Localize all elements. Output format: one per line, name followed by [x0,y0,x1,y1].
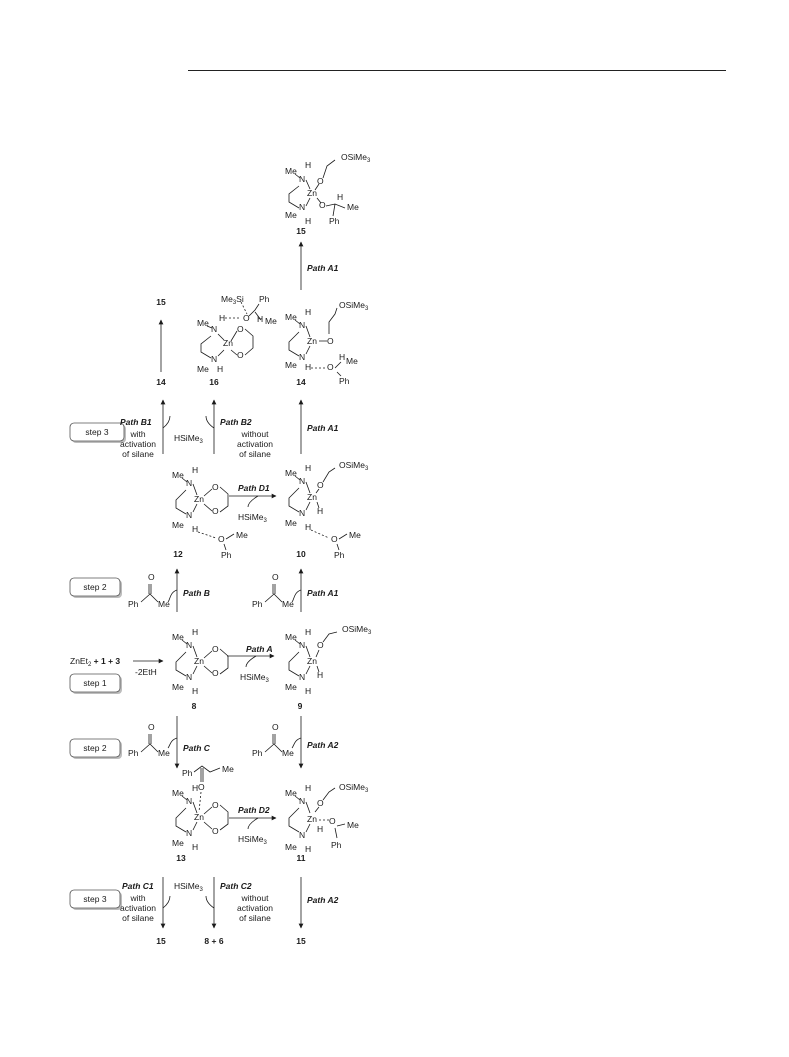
svg-text:Path A2: Path A2 [307,895,339,905]
svg-text:Zn: Zn [307,336,317,346]
svg-text:H: H [305,522,312,532]
svg-text:H: H [305,783,312,793]
svg-text:N: N [211,324,218,334]
svg-text:Me: Me [158,599,170,609]
svg-text:N: N [299,672,306,682]
svg-text:Me: Me [172,520,184,530]
svg-text:of silane: of silane [239,913,271,923]
svg-text:HSiMe3: HSiMe$_3$ [174,433,203,445]
svg-text:O: O [212,668,219,678]
complex-16 [197,294,277,374]
acetophenone-lower-left [128,722,170,758]
path-d1-arrow [229,483,276,524]
path-c2-arrow [163,877,273,946]
svg-text:Me: Me [285,518,297,528]
svg-text:O: O [243,313,250,323]
svg-text:Me: Me [349,530,361,540]
svg-text:N: N [299,320,306,330]
svg-text:of silane: of silane [122,449,154,459]
svg-text:of silane: of silane [122,913,154,923]
svg-text:N: N [299,508,306,518]
svg-text:Path C2: Path C2 [220,881,252,891]
complex-11 [285,782,369,854]
svg-text:Path A1: Path A1 [307,263,339,273]
path-a1-arrow-lower [252,569,339,612]
svg-text:Path D1: Path D1 [238,483,270,493]
label-15-bottom-left: 15 [156,936,166,946]
svg-text:Ph: Ph [252,599,263,609]
svg-text:Me: Me [282,599,294,609]
svg-text:Me: Me [285,468,297,478]
svg-text:activation: activation [237,903,273,913]
svg-text:H: H [305,216,312,226]
svg-text:Me: Me [285,312,297,322]
svg-text:H: H [219,313,226,323]
complex-14 [285,300,369,386]
svg-text:Me: Me [172,470,184,480]
svg-text:O: O [212,482,219,492]
svg-text:Zn: Zn [307,492,317,502]
svg-text:H: H [339,352,346,362]
svg-text:O: O [331,534,338,544]
step2-box-upper [70,578,122,598]
label-15-left: 15 [156,297,166,307]
acetophenone-lower-right [252,722,294,758]
svg-text:N: N [299,352,306,362]
svg-text:H: H [305,686,312,696]
svg-text:N: N [186,672,193,682]
svg-text:Me: Me [285,166,297,176]
svg-text:O: O [272,722,279,732]
svg-text:O: O [317,798,324,808]
step2-box-lower [70,739,122,759]
label-8-plus-6: 8 + 6 [204,936,224,946]
svg-text:H: H [192,842,199,852]
minus-ethane-label: -2EtH [135,667,157,677]
svg-text:N: N [186,510,193,520]
svg-text:Zn: Zn [194,494,204,504]
svg-text:without: without [241,893,269,903]
svg-text:Path A: Path A [246,644,273,654]
svg-text:Me: Me [172,788,184,798]
svg-text:O: O [317,176,324,186]
svg-text:H: H [257,314,264,324]
path-b-arrow [128,569,210,612]
svg-text:O: O [148,722,155,732]
svg-text:Zn: Zn [307,814,317,824]
svg-text:Path A1: Path A1 [307,423,339,433]
svg-text:Ph: Ph [221,550,232,560]
complex-10 [285,460,369,560]
svg-text:O: O [212,800,219,810]
label-14-left: 14 [156,377,166,387]
svg-text:H: H [305,160,312,170]
svg-text:Me: Me [346,356,358,366]
complex-8 [172,627,228,696]
svg-text:H: H [337,192,344,202]
svg-text:Path B: Path B [183,588,210,598]
complex-15 [285,152,371,226]
path-d2-arrow [229,805,276,846]
complex-13 [172,764,234,852]
svg-text:H: H [317,670,324,680]
svg-text:Zn: Zn [307,188,317,198]
svg-text:H: H [305,627,312,637]
path-a1-arrow-middle [301,400,339,454]
svg-text:activation: activation [120,439,156,449]
step1-box [70,674,122,694]
label-10: 10 [296,549,306,559]
path-a-arrow [227,644,274,684]
svg-text:O: O [317,480,324,490]
svg-text:N: N [186,478,193,488]
svg-text:O: O [218,534,225,544]
svg-text:OSiMe3: OSiMe$_3$ [339,300,369,312]
svg-text:Me: Me [285,842,297,852]
svg-text:with: with [130,429,146,439]
svg-text:N: N [299,476,306,486]
svg-text:H: H [305,463,312,473]
svg-text:Me: Me [285,360,297,370]
step3-label-top: step 3 [85,427,109,437]
svg-text:HSiMe3: HSiMe$_3$ [238,834,267,846]
svg-text:activation: activation [237,439,273,449]
svg-text:Zn: Zn [194,656,204,666]
svg-text:H: H [217,364,224,374]
svg-text:O: O [237,350,244,360]
svg-text:Me: Me [197,318,209,328]
svg-text:N: N [299,640,306,650]
svg-text:Zn: Zn [307,656,317,666]
step2-label-lower: step 2 [83,743,107,753]
zn-et2-label: ZnEt$_2$ + 1 + 3 [70,656,121,668]
svg-text:Path C1: Path C1 [122,881,154,891]
left-14-to-15 [156,297,166,387]
step3-box-bottom [70,890,122,910]
svg-text:Zn: Zn [194,812,204,822]
label-9: 9 [297,701,303,711]
svg-text:of silane: of silane [239,449,271,459]
svg-text:O: O [272,572,279,582]
svg-text:Path D2: Path D2 [238,805,270,815]
svg-text:Path B2: Path B2 [220,417,252,427]
svg-text:OSiMe3: OSiMe$_3$ [339,782,369,794]
svg-text:Ph: Ph [329,216,340,226]
acetophenone-upper-left [128,572,170,609]
svg-text:without: without [241,429,269,439]
svg-text:Me: Me [172,632,184,642]
svg-text:O: O [317,640,324,650]
svg-text:Zn: Zn [223,338,233,348]
path-c-arrow [128,716,211,768]
svg-text:Me: Me [347,820,359,830]
path-b2-arrow [163,400,273,459]
svg-text:Me: Me [285,632,297,642]
svg-text:O: O [212,826,219,836]
label-15-bottom-right: 15 [296,936,306,946]
step3-box-top [70,423,126,443]
svg-text:O: O [327,336,334,346]
svg-text:O: O [212,506,219,516]
path-c1-arrow [120,877,166,946]
svg-text:O: O [198,782,205,792]
svg-text:O: O [319,200,326,210]
svg-text:N: N [299,796,306,806]
complex-9 [285,624,372,696]
label-12: 12 [173,549,183,559]
svg-text:N: N [299,830,306,840]
svg-text:Path C: Path C [183,743,210,753]
svg-text:Ph: Ph [182,768,193,778]
svg-text:Me: Me [285,788,297,798]
svg-text:OSiMe3: OSiMe$_3$ [341,152,371,164]
svg-text:H: H [192,627,199,637]
svg-text:Me: Me [172,682,184,692]
svg-text:H: H [305,307,312,317]
svg-text:Me: Me [265,316,277,326]
hsime3-path-a: HSiMe$_3$ [240,672,269,684]
svg-text:Path A2: Path A2 [307,740,339,750]
svg-text:H: H [305,844,312,854]
svg-text:H: H [317,824,324,834]
svg-text:HSiMe3: HSiMe$_3$ [174,881,203,893]
svg-text:O: O [327,362,334,372]
svg-text:Ph: Ph [128,748,139,758]
svg-text:H: H [192,783,199,793]
svg-text:N: N [186,828,193,838]
svg-text:HSiMe3: HSiMe$_3$ [238,512,267,524]
label-11: 11 [296,853,306,863]
svg-text:H: H [305,362,312,372]
svg-text:Ph: Ph [259,294,270,304]
svg-text:O: O [329,816,336,826]
svg-text:N: N [299,202,306,212]
label-15-top: 15 [296,226,306,236]
path-a2-arrow-upper [252,716,339,768]
svg-text:N: N [186,796,193,806]
svg-text:Path A1: Path A1 [307,588,339,598]
svg-text:H: H [317,506,324,516]
label-13: 13 [176,853,186,863]
svg-text:O: O [237,324,244,334]
step1-label: step 1 [83,678,107,688]
svg-text:Ph: Ph [128,599,139,609]
svg-text:OSiMe3: OSiMe$_3$ [339,460,369,472]
svg-text:Me: Me [197,364,209,374]
svg-text:O: O [148,572,155,582]
label-8: 8 [191,701,197,711]
svg-text:with: with [130,893,146,903]
step2-label-upper: step 2 [83,582,107,592]
svg-text:Me: Me [236,530,248,540]
label-16: 16 [209,377,219,387]
svg-text:Ph: Ph [339,376,350,386]
svg-text:N: N [186,640,193,650]
svg-text:Me: Me [347,202,359,212]
path-a2-arrow-lower [296,877,338,946]
svg-text:OSiMe3: OSiMe$_3$ [342,624,372,636]
svg-text:N: N [211,354,218,364]
svg-text:Ph: Ph [331,840,342,850]
svg-text:Me: Me [158,748,170,758]
svg-text:Path B1: Path B1 [120,417,152,427]
svg-text:H: H [192,465,199,475]
svg-text:H: H [192,524,199,534]
svg-text:N: N [299,174,306,184]
complex-12 [172,465,248,560]
svg-text:Ph: Ph [252,748,263,758]
svg-text:Me3Si: $Me_3Si$ [221,294,244,306]
svg-text:Me: Me [285,210,297,220]
svg-text:Ph: Ph [334,550,345,560]
acetophenone-upper-right [252,572,294,609]
svg-text:Me: Me [222,764,234,774]
path-a1-arrow-top [301,242,339,290]
svg-text:Me: Me [282,748,294,758]
svg-text:activation: activation [120,903,156,913]
step3-label-bottom: step 3 [83,894,107,904]
svg-text:Me: Me [172,838,184,848]
svg-text:O: O [212,644,219,654]
path-b1-arrow [120,400,163,459]
label-14-right: 14 [296,377,306,387]
svg-text:H: H [192,686,199,696]
svg-text:Me: Me [285,682,297,692]
